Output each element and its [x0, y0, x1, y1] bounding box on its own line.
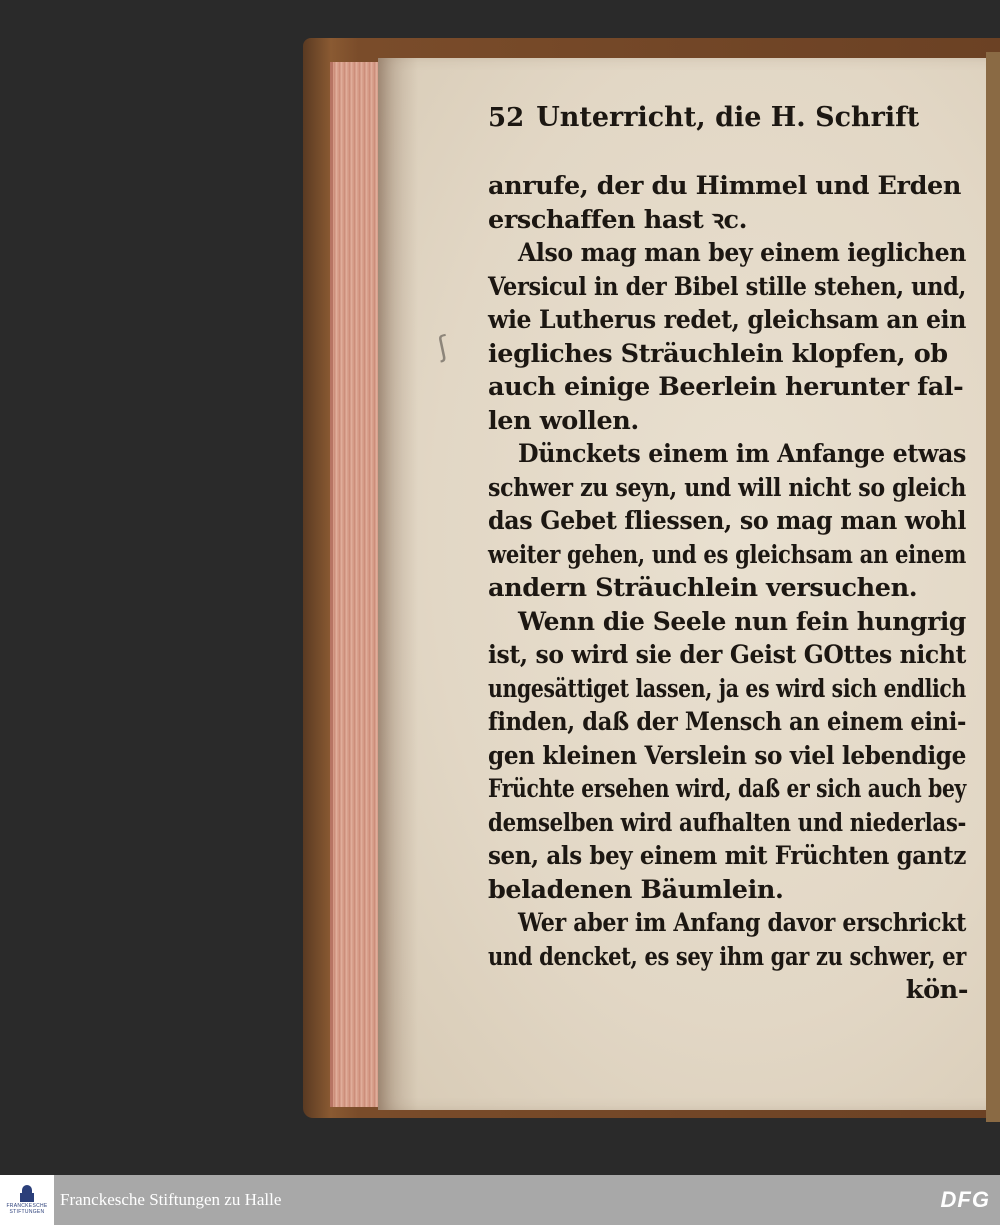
text-line: und dencket, es sey ihm gar zu schwer, er [488, 941, 966, 972]
text-line: Dünckets einem im Anfange etwas [518, 439, 966, 469]
text-line: Also mag man bey einem ieglichen [518, 238, 966, 268]
running-head-title: Unterricht, die H. Schrift [536, 102, 920, 133]
page-text [488, 98, 968, 1008]
dfg-logo[interactable]: DFG [940, 1187, 990, 1212]
text-line: auch einige Beerlein herunter fal- [488, 372, 964, 402]
institution-logo[interactable] [0, 1175, 54, 1225]
text-line: gen kleinen Verslein so viel lebendige [488, 740, 966, 771]
text-line: Früchte ersehen wird, daß er sich auch bey [488, 774, 966, 804]
text-line: iegliches Sträuchlein klopfen, ob [488, 338, 948, 369]
viewer-footer [0, 1175, 1000, 1225]
text-line: sen, als bey einem mit Früchten gantz [488, 841, 966, 871]
text-line: Wenn die Seele nun fein hungrig [518, 606, 966, 637]
text-line: das Gebet fliessen, so mag man wohl [488, 506, 966, 536]
text-line: demselben wird aufhalten und niederlas- [488, 807, 966, 838]
text-line: beladenen Bäumlein. [488, 874, 784, 905]
text-line: len wollen. [488, 405, 639, 436]
logo-text-line1: FRANCKESCHE [6, 1203, 48, 1209]
institution-name[interactable]: Franckesche Stiftungen zu Halle [60, 1190, 282, 1209]
text-line: ungesättiget lassen, ja es wird sich endlich [488, 673, 966, 704]
text-line: andern Sträuchlein versuchen. [488, 573, 918, 603]
text-line: ist, so wird sie der Geist GOttes nicht [488, 640, 966, 670]
page-number: 52 [488, 103, 525, 133]
text-line: wie Lutherus redet, gleichsam an ein [488, 305, 966, 335]
facing-page-edge [986, 52, 1000, 1122]
gutter-shadow [378, 58, 418, 1110]
text-line: weiter gehen, und es gleichsam an einem [488, 539, 966, 570]
logo-text-line2: STIFTUNGEN [9, 1209, 45, 1215]
text-line: erschaffen hast ꝛc. [488, 204, 748, 235]
text-line: Wer aber im Anfang davor erschrickt [518, 908, 966, 938]
pencil-mark-icon: ʃ [434, 329, 451, 364]
building-icon [19, 1185, 35, 1203]
text-line: Versicul in der Bibel stille stehen, und, [488, 271, 966, 302]
text-line: finden, daß der Mensch an einem eini- [488, 707, 966, 737]
text-line: kön- [905, 975, 968, 1005]
body-text [488, 170, 968, 1008]
text-line: anrufe, der du Himmel und Erden [488, 171, 961, 201]
text-line: schwer zu seyn, und will nicht so gleich [488, 472, 966, 503]
running-header [488, 98, 968, 138]
